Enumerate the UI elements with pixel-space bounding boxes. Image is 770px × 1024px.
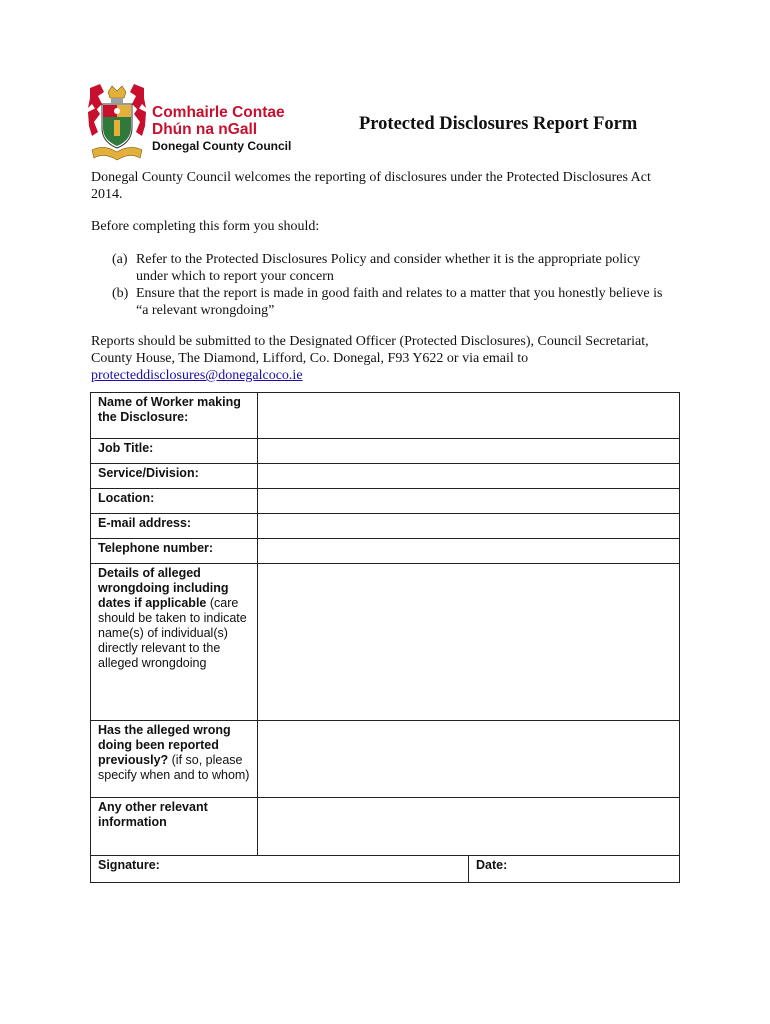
input-location[interactable] xyxy=(258,489,680,514)
input-worker-name[interactable] xyxy=(258,393,680,439)
council-name-english: Donegal County Council xyxy=(152,139,292,153)
input-job-title[interactable] xyxy=(258,439,680,464)
label-details-note: (care should be taken to indicate name(s) of individual(s) directly relevant to the alleged wrongdoing xyxy=(98,596,247,670)
council-name-block xyxy=(152,104,291,154)
form-row-location xyxy=(91,489,680,514)
submission-text: Reports should be submitted to the Designated Officer (Protected Disclosures), Council Secretariat, County House, The Diamond, Lifford, Co. Donegal, F93 Y622 or via email to xyxy=(91,334,649,366)
form-row-details xyxy=(91,564,680,721)
label-telephone: Telephone number: xyxy=(91,539,258,564)
form-row-email xyxy=(91,514,680,539)
email-link[interactable]: protecteddisclosures@donegalcoco.ie xyxy=(91,368,303,383)
council-name-irish-line1: Comhairle Contae xyxy=(152,104,285,121)
label-details xyxy=(91,564,258,721)
label-other-info: Any other relevant information xyxy=(91,798,258,856)
submission-instructions xyxy=(91,333,683,384)
list-item-text: Ensure that the report is made in good faith and relates to a matter that you honestly believe is “a relevant wrongdoing” xyxy=(136,286,663,318)
input-service-division[interactable] xyxy=(258,464,680,489)
before-completing-text: Before completing this form you should: xyxy=(91,219,320,234)
form-row-job-title xyxy=(91,439,680,464)
list-marker: (b) xyxy=(112,286,129,301)
label-email-address: E-mail address: xyxy=(91,514,258,539)
form-row-other-info xyxy=(91,798,680,856)
form-row-signature-date xyxy=(91,856,680,883)
date-field[interactable]: Date: xyxy=(469,856,680,883)
input-telephone[interactable] xyxy=(258,539,680,564)
intro-paragraph: Donegal County Council welcomes the reporting of disclosures under the Protected Disclosures Act 2014. xyxy=(91,170,651,202)
page-title: Protected Disclosures Report Form xyxy=(359,114,638,134)
form-row-service xyxy=(91,464,680,489)
list-item-text: Refer to the Protected Disclosures Policy and consider whether it is the appropriate policy under which to report your concern xyxy=(136,252,641,284)
council-crest-logo xyxy=(86,82,148,164)
list-marker: (a) xyxy=(112,252,128,267)
label-service-division: Service/Division: xyxy=(91,464,258,489)
signature-field[interactable]: Signature: xyxy=(91,856,469,883)
label-location: Location: xyxy=(91,489,258,514)
label-job-title: Job Title: xyxy=(91,439,258,464)
form-row-telephone xyxy=(91,539,680,564)
input-other-info[interactable] xyxy=(258,798,680,856)
label-previously-reported-bold: Has the alleged wrong doing been reported previously? xyxy=(98,723,231,767)
form-row-previously-reported xyxy=(91,721,680,798)
label-details-bold: Details of alleged wrongdoing including dates if applicable xyxy=(98,566,229,610)
input-email-address[interactable] xyxy=(258,514,680,539)
label-previously-reported xyxy=(91,721,258,798)
input-details[interactable] xyxy=(258,564,680,721)
council-name-irish-line2: Dhún na nGall xyxy=(152,121,258,138)
motto-scroll xyxy=(92,147,142,160)
form-row-worker-name xyxy=(91,393,680,439)
label-previously-reported-note: (if so, please specify when and to whom) xyxy=(98,753,250,782)
label-worker-name: Name of Worker making the Disclosure: xyxy=(91,393,258,439)
input-previously-reported[interactable] xyxy=(258,721,680,798)
disclosure-form-table xyxy=(90,392,680,883)
